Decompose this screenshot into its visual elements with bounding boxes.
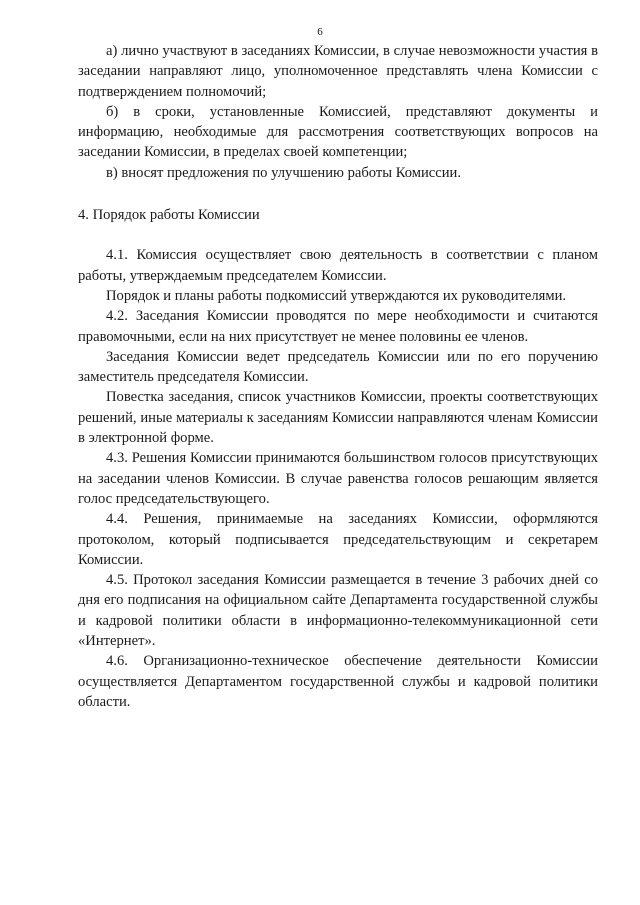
section-title: 4. Порядок работы Комиссии — [78, 207, 260, 224]
paragraph-4-1: 4.1. Комиссия осуществляет свою деятельность в соответствии с планом работы, утверждаемым председателем Комиссии. — [78, 247, 598, 284]
paragraph-4-3: 4.3. Решения Комиссии принимаются большинством голосов присутствующих на заседании членов Комиссии. В случае равенства голосов решающим является голос председательствующего. — [78, 450, 598, 507]
document-body — [78, 41, 598, 712]
paragraph-4-2: 4.2. Заседания Комиссии проводятся по мере необходимости и считаются правомочными, если на них присутствует не менее половины ее членов. — [78, 308, 598, 345]
paragraph-subcommission-plans: Порядок и планы работы подкомиссий утверждаются их руководителями. — [106, 287, 567, 304]
list-item-a: а) лично участвуют в заседаниях Комиссии, в случае невозможности участия в заседании направляют лицо, уполномоченное представлять члена Комиссии с подтверждением полномочий; — [78, 43, 598, 100]
page-number: 6 — [317, 26, 323, 38]
paragraph-4-4: 4.4. Решения, принимаемые на заседаниях Комиссии, оформляются протоколом, который подписывается председательствующим и секретарем Комиссии. — [78, 511, 598, 568]
paragraph-agenda: Повестка заседания, список участников Комиссии, проекты соответствующих решений, иные материалы к заседаниям Комиссии направляются членам Комиссии в электронной форме. — [78, 389, 598, 447]
list-item-b: б) в сроки, установленные Комиссией, представляют документы и информацию, необходимые для рассмотрения соответствующих вопросов на заседании Комиссии, в пределах своей компетенции; — [78, 103, 598, 161]
paragraph-4-6: 4.6. Организационно-техническое обеспечение деятельности Комиссии осуществляется Департаментом государственной службы и кадровой политики области. — [78, 653, 598, 710]
paragraph-4-5: 4.5. Протокол заседания Комиссии размещается в течение 3 рабочих дней со дня его подписания на официальном сайте Департамента государственной службы и кадровой политики области в информационно-телекоммуникационной сети «Интернет». — [78, 572, 598, 650]
list-item-c: в) вносят предложения по улучшению работы Комиссии. — [106, 164, 462, 181]
paragraph-meeting-chair: Заседания Комиссии ведет председатель Комиссии или по его поручению заместитель председателя Комиссии. — [78, 348, 598, 386]
